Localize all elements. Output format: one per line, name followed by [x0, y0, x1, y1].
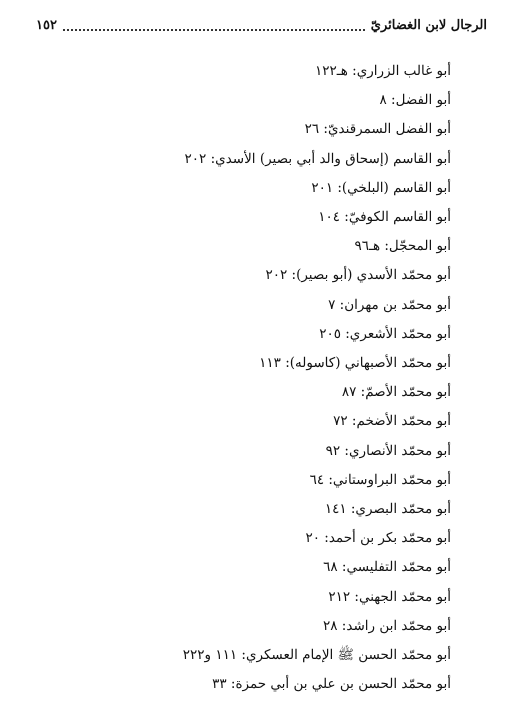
list-item: أبو القاسم الكوفيّ: ١٠٤ [318, 209, 451, 226]
list-item: أبو محمّد الجهني: ٢١٢ [328, 588, 451, 605]
header-dot-leader [63, 19, 365, 31]
list-item: أبو محمّد بن مهران: ٧ [328, 296, 451, 313]
list-item: أبو غالب الزراري: هـ١٢٢ [315, 63, 451, 79]
list-item: أبو محمّد ابن راشد: ٢٨ [323, 617, 451, 634]
list-item: أبو القاسم (البلخي): ٢٠١ [311, 179, 451, 196]
list-item: أبو محمّد التفليسي: ٦٨ [323, 559, 451, 576]
list-item: أبو محمّد الأصمّ: ٨٧ [341, 384, 451, 401]
page-number: ١٥٢ [36, 17, 57, 33]
list-item: أبو محمّد الأسدي (أبو بصير): ٢٠٢ [265, 267, 451, 284]
list-item: أبو محمّد الحسن ﷺ الإمام العسكري: ١١١ و٢٢٢ [182, 647, 451, 664]
running-title: الرجال لابن الغضائريّ [370, 17, 487, 33]
list-item: أبو محمّد الأشعري: ٢٠٥ [319, 325, 451, 342]
list-item: أبو محمّد الأصبهاني (كاسوله): ١١٣ [259, 355, 451, 372]
list-item: أبو الفضل: ٨ [379, 92, 451, 109]
list-item: أبو القاسم (إسحاق والد أبي بصير) الأسدي: ٢٠٢ [184, 150, 451, 167]
list-item: أبو المحجّل: هـ٩٦ [354, 238, 451, 255]
list-item: أبو محمّد البراوستاني: ٦٤ [309, 471, 451, 488]
list-item: أبو محمّد الأضخم: ٧٢ [333, 413, 451, 430]
page-header [32, 12, 491, 38]
list-item: أبو محمّد بكر بن أحمد: ٢٠ [305, 530, 451, 547]
list-item: أبو محمّد البصري: ١٤١ [324, 501, 451, 518]
index-list [31, 57, 451, 699]
list-item: أبو محمّد الأنصاري: ٩٢ [325, 442, 451, 459]
list-item: أبو محمّد الحسن بن علي بن أبي حمزة: ٣٣ [212, 676, 451, 693]
list-item: أبو الفضل السمرقنديّ: ٢٦ [304, 121, 451, 138]
